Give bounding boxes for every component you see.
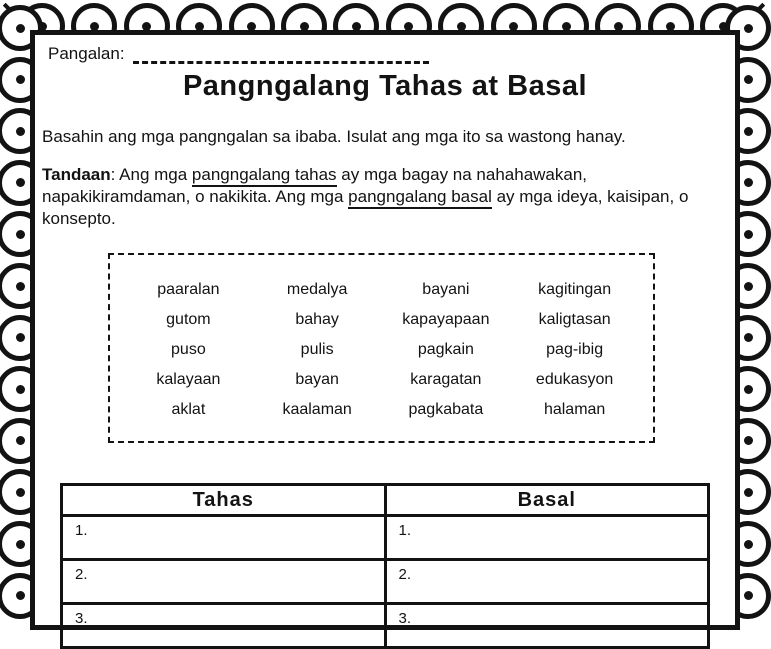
table-header-row: [62, 485, 709, 516]
word-bank-word: kagitingan: [538, 281, 612, 298]
underlined-term-tahas: pangngalang tahas: [192, 165, 337, 187]
column-header-tahas: Tahas: [62, 485, 386, 516]
table-row: [62, 560, 709, 604]
word-bank-word: edukasyon: [535, 371, 614, 388]
word-bank-word: bahay: [295, 311, 339, 328]
answer-table: [60, 483, 710, 649]
column-header-basal: Basal: [385, 485, 709, 516]
word-bank-word: karagatan: [410, 371, 482, 388]
reminder-line-1: Tandaan: Ang mga pangngalang tahas ay mga bagay na nahahawakan,: [42, 164, 688, 186]
answer-cell-basal-2: 2.: [385, 560, 709, 604]
word-bank-word: kaalaman: [282, 401, 352, 418]
word-bank-word: bayani: [422, 281, 470, 298]
word-bank-word: pagkabata: [408, 401, 484, 418]
table-row: [62, 604, 709, 648]
word-bank-word: pag-ibig: [546, 341, 604, 358]
answer-cell-tahas-1: 1.: [62, 516, 386, 560]
page-title: Pangngalang Tahas at Basal: [182, 70, 588, 102]
answer-table-wrap: [60, 483, 710, 649]
reminder-line-2: napakikiramdaman, o nakikita. Ang mga pangngalang basal ay mga ideya, kaisipan, o: [42, 186, 688, 208]
instruction-text: Basahin ang mga pangngalan sa ibaba. Isulat ang mga ito sa wastong hanay.: [42, 127, 626, 146]
answer-cell-tahas-3: 3.: [62, 604, 386, 648]
answer-cell-basal-1: 1.: [385, 516, 709, 560]
word-bank-word: kapayapaan: [402, 311, 490, 328]
reminder-line-3: konsepto.: [42, 209, 116, 228]
answer-cell-basal-3: 3.: [385, 604, 709, 648]
word-bank-word: halaman: [543, 401, 606, 418]
word-bank-word: medalya: [286, 281, 348, 298]
word-bank-word: aklat: [171, 401, 206, 418]
name-label: Pangalan:: [48, 44, 125, 63]
reminder-label: Tandaan: [42, 165, 111, 184]
answer-cell-tahas-2: 2.: [62, 560, 386, 604]
underlined-term-basal: pangngalang basal: [348, 187, 492, 209]
word-bank-word: kaligtasan: [538, 311, 611, 328]
word-bank-word: pagkain: [417, 341, 474, 358]
word-bank-box: [108, 253, 655, 443]
reminder-text: [42, 164, 688, 230]
table-row: [62, 516, 709, 560]
word-bank-word: bayan: [295, 371, 339, 388]
name-blank-line: [133, 44, 429, 64]
word-bank-word: puso: [171, 341, 206, 358]
word-bank-word: paaralan: [157, 281, 220, 298]
word-bank-word: kalayaan: [156, 371, 221, 388]
name-row: [48, 44, 429, 64]
word-bank-word: gutom: [166, 311, 211, 328]
word-bank-word: pulis: [300, 341, 334, 358]
